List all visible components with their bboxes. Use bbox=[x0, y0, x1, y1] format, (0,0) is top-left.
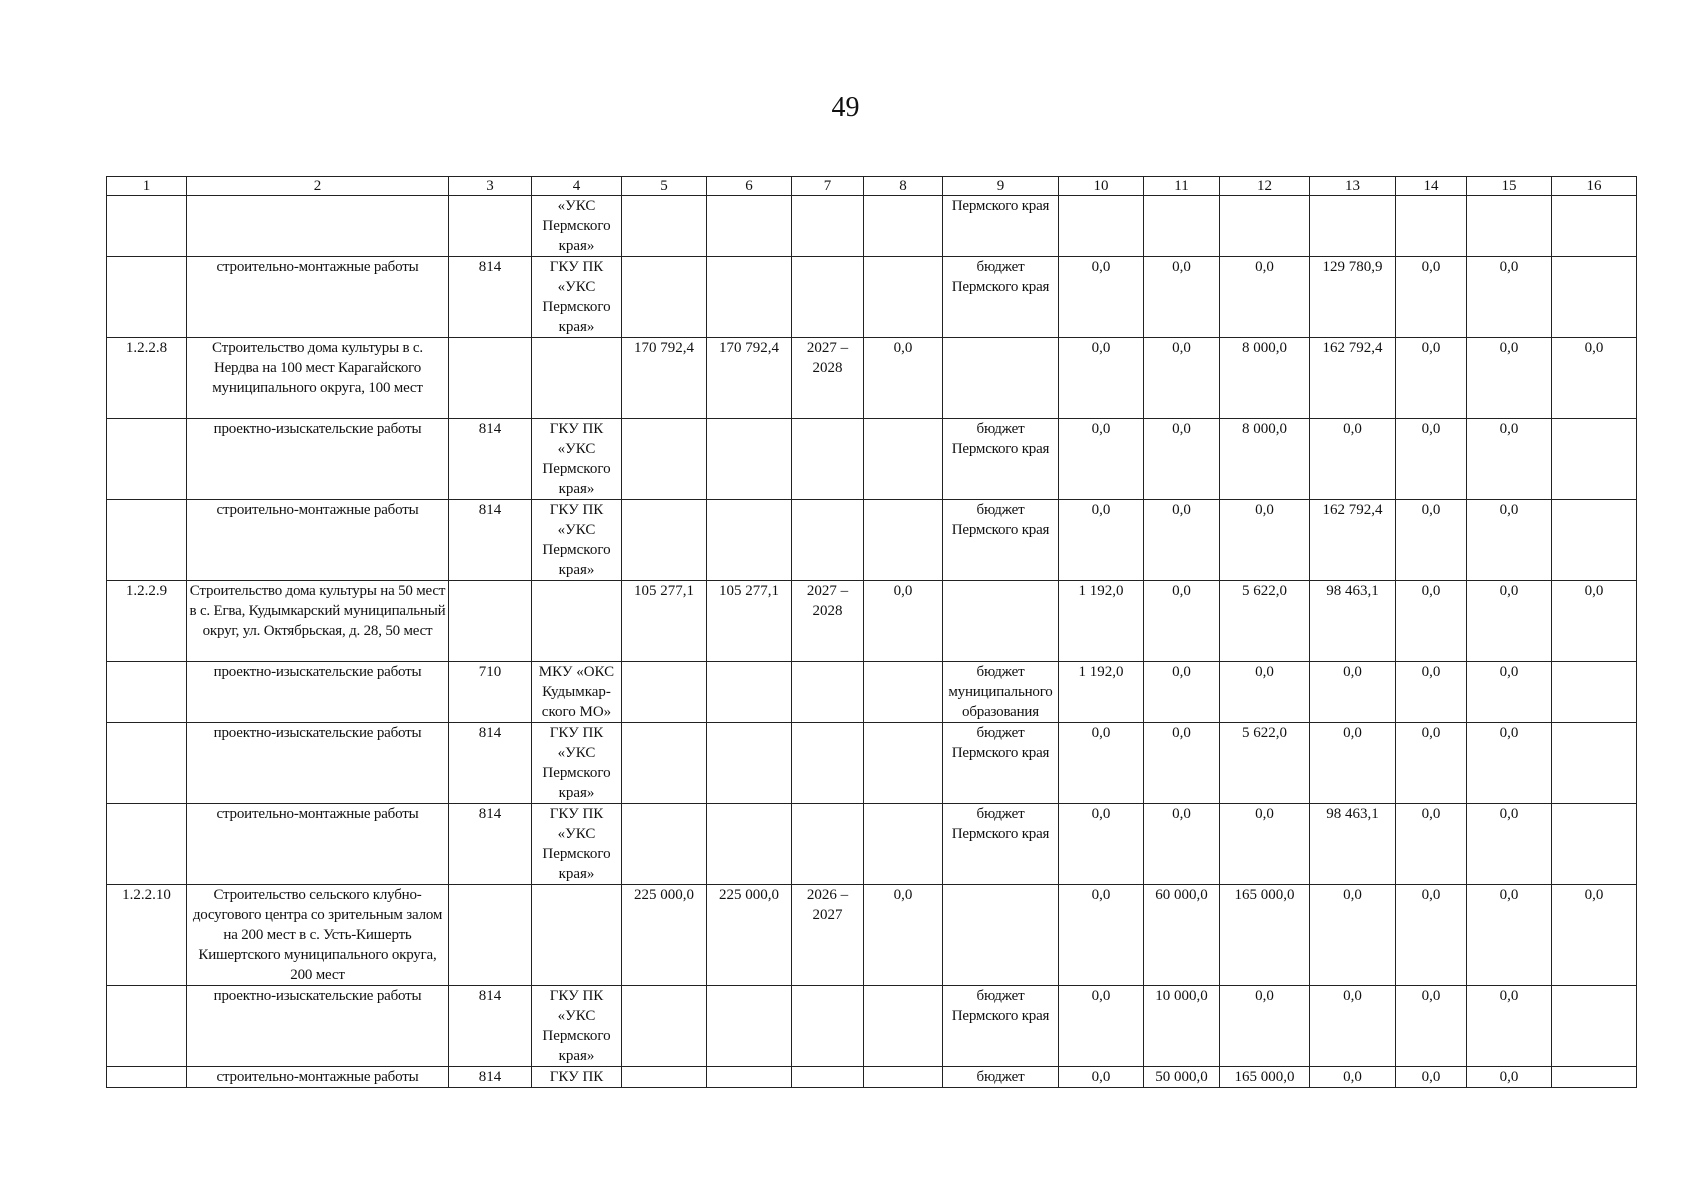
table-cell: Пермского края bbox=[943, 196, 1059, 257]
table-cell: 710 bbox=[449, 662, 532, 723]
table-cell: 0,0 bbox=[1144, 500, 1220, 581]
table-cell: строительно-монтажные работы bbox=[187, 1067, 449, 1088]
table-cell bbox=[1552, 1067, 1637, 1088]
table-cell: строительно-монтажные работы bbox=[187, 257, 449, 338]
table-cell bbox=[622, 500, 707, 581]
table-cell bbox=[792, 1067, 864, 1088]
table-cell: 0,0 bbox=[1467, 804, 1552, 885]
table-cell: 814 bbox=[449, 257, 532, 338]
table-cell: 0,0 bbox=[864, 338, 943, 419]
table-cell: бюджет Пермского края bbox=[943, 804, 1059, 885]
table-row bbox=[107, 662, 1637, 723]
table-cell bbox=[449, 196, 532, 257]
table-cell: 0,0 bbox=[1144, 581, 1220, 662]
table-cell: 105 277,1 bbox=[707, 581, 792, 662]
table-cell: 5 622,0 bbox=[1220, 581, 1310, 662]
table-cell: 0,0 bbox=[1396, 581, 1467, 662]
table-cell: бюджет Пермского края bbox=[943, 257, 1059, 338]
table-cell bbox=[943, 581, 1059, 662]
table-cell: 0,0 bbox=[1059, 338, 1144, 419]
table-cell: 0,0 bbox=[1467, 723, 1552, 804]
table-cell: 0,0 bbox=[1467, 986, 1552, 1067]
table-cell: 0,0 bbox=[1467, 1067, 1552, 1088]
table-cell: 814 bbox=[449, 1067, 532, 1088]
column-number-cell: 6 bbox=[707, 177, 792, 196]
table-cell: Строительство дома культуры в с. Нердва на 100 мест Карагайского муниципального округа, 100 мест bbox=[187, 338, 449, 419]
table-cell bbox=[107, 1067, 187, 1088]
table-cell: 0,0 bbox=[1310, 885, 1396, 986]
table-cell: 0,0 bbox=[1059, 885, 1144, 986]
table-cell bbox=[1552, 196, 1637, 257]
table-cell: 0,0 bbox=[1467, 257, 1552, 338]
table-cell: 0,0 bbox=[1144, 723, 1220, 804]
table-row bbox=[107, 885, 1637, 986]
table-cell: проектно-изыскательские работы bbox=[187, 986, 449, 1067]
table-cell: 0,0 bbox=[1552, 581, 1637, 662]
table-cell: бюджет bbox=[943, 1067, 1059, 1088]
table-cell: 225 000,0 bbox=[622, 885, 707, 986]
table-row bbox=[107, 419, 1637, 500]
table-cell: ГКУ ПК «УКС Пермского края» bbox=[532, 804, 622, 885]
table-cell bbox=[792, 986, 864, 1067]
table-cell bbox=[1552, 419, 1637, 500]
table-cell: бюджет Пермского края bbox=[943, 500, 1059, 581]
table-cell: «УКС Пермского края» bbox=[532, 196, 622, 257]
table-cell: 8 000,0 bbox=[1220, 419, 1310, 500]
column-number-cell: 16 bbox=[1552, 177, 1637, 196]
table-cell bbox=[449, 581, 532, 662]
table-row bbox=[107, 196, 1637, 257]
table-cell bbox=[707, 500, 792, 581]
table-cell bbox=[622, 804, 707, 885]
table-cell: 5 622,0 bbox=[1220, 723, 1310, 804]
table-cell bbox=[864, 1067, 943, 1088]
table-cell: строительно-монтажные работы bbox=[187, 804, 449, 885]
column-number-cell: 2 bbox=[187, 177, 449, 196]
column-number-cell: 15 bbox=[1467, 177, 1552, 196]
table-cell bbox=[107, 723, 187, 804]
table-cell: 0,0 bbox=[1467, 885, 1552, 986]
table-cell: 1.2.2.10 bbox=[107, 885, 187, 986]
table-cell: 0,0 bbox=[1310, 986, 1396, 1067]
table-cell: 105 277,1 bbox=[622, 581, 707, 662]
table-cell bbox=[864, 986, 943, 1067]
table-cell: 0,0 bbox=[1467, 419, 1552, 500]
table-cell: 50 000,0 bbox=[1144, 1067, 1220, 1088]
column-number-cell: 5 bbox=[622, 177, 707, 196]
table-cell bbox=[792, 196, 864, 257]
table-cell bbox=[107, 500, 187, 581]
table-row bbox=[107, 500, 1637, 581]
table-cell: бюджет муниципального образования bbox=[943, 662, 1059, 723]
table-cell bbox=[864, 500, 943, 581]
table-cell bbox=[707, 723, 792, 804]
table-cell bbox=[792, 500, 864, 581]
table-cell bbox=[622, 662, 707, 723]
table-cell bbox=[107, 986, 187, 1067]
table-cell bbox=[622, 196, 707, 257]
column-number-cell: 11 bbox=[1144, 177, 1220, 196]
column-number-cell: 14 bbox=[1396, 177, 1467, 196]
table-row bbox=[107, 257, 1637, 338]
table-cell: ГКУ ПК «УКС Пермского края» bbox=[532, 257, 622, 338]
table-cell: 98 463,1 bbox=[1310, 804, 1396, 885]
table-cell bbox=[1220, 196, 1310, 257]
table-cell bbox=[622, 257, 707, 338]
table-row bbox=[107, 338, 1637, 419]
column-number-cell: 3 bbox=[449, 177, 532, 196]
table-cell bbox=[1552, 662, 1637, 723]
table-cell: 0,0 bbox=[1144, 662, 1220, 723]
table-cell bbox=[532, 338, 622, 419]
table-cell: 0,0 bbox=[1059, 257, 1144, 338]
table-cell bbox=[187, 196, 449, 257]
table-cell: 0,0 bbox=[1552, 338, 1637, 419]
table-cell: 0,0 bbox=[1144, 419, 1220, 500]
column-number-cell: 13 bbox=[1310, 177, 1396, 196]
table-cell bbox=[1396, 196, 1467, 257]
table-cell: 0,0 bbox=[864, 885, 943, 986]
table-cell: проектно-изыскательские работы bbox=[187, 419, 449, 500]
column-number-cell: 12 bbox=[1220, 177, 1310, 196]
table-cell bbox=[532, 581, 622, 662]
table-cell: ГКУ ПК «УКС Пермского края» bbox=[532, 500, 622, 581]
table-cell: проектно-изыскательские работы bbox=[187, 723, 449, 804]
table-cell: 129 780,9 bbox=[1310, 257, 1396, 338]
table-cell: 814 bbox=[449, 804, 532, 885]
table-cell: 162 792,4 bbox=[1310, 500, 1396, 581]
table-cell: 0,0 bbox=[1467, 662, 1552, 723]
table-cell bbox=[1059, 196, 1144, 257]
table-cell: 0,0 bbox=[1059, 723, 1144, 804]
table-cell: 0,0 bbox=[1467, 338, 1552, 419]
table-cell bbox=[449, 885, 532, 986]
table-cell: 170 792,4 bbox=[707, 338, 792, 419]
table-cell: 170 792,4 bbox=[622, 338, 707, 419]
page-number: 49 bbox=[831, 92, 860, 123]
table-cell: 165 000,0 bbox=[1220, 1067, 1310, 1088]
table-cell: 0,0 bbox=[1396, 986, 1467, 1067]
table-cell: 60 000,0 bbox=[1144, 885, 1220, 986]
table-cell: 0,0 bbox=[1396, 804, 1467, 885]
column-number-cell: 9 bbox=[943, 177, 1059, 196]
table-cell bbox=[864, 804, 943, 885]
table-cell bbox=[1552, 500, 1637, 581]
table-cell: 0,0 bbox=[1467, 500, 1552, 581]
table-row bbox=[107, 1067, 1637, 1088]
table-cell bbox=[1552, 804, 1637, 885]
table-cell bbox=[792, 723, 864, 804]
table-cell bbox=[707, 257, 792, 338]
table-cell bbox=[1552, 257, 1637, 338]
table-cell: 225 000,0 bbox=[707, 885, 792, 986]
table-cell: 2026 – 2027 bbox=[792, 885, 864, 986]
table-cell: 0,0 bbox=[1220, 662, 1310, 723]
column-number-row bbox=[107, 177, 1637, 196]
table-cell: 1.2.2.8 bbox=[107, 338, 187, 419]
table-cell: 0,0 bbox=[1552, 885, 1637, 986]
column-number-cell: 4 bbox=[532, 177, 622, 196]
table-cell: 814 bbox=[449, 986, 532, 1067]
table-cell: бюджет Пермского края bbox=[943, 419, 1059, 500]
table-cell: 0,0 bbox=[1310, 1067, 1396, 1088]
table-cell bbox=[622, 723, 707, 804]
budget-table bbox=[106, 176, 1637, 1088]
table-cell: 0,0 bbox=[1396, 338, 1467, 419]
table-cell: 0,0 bbox=[1059, 1067, 1144, 1088]
table-cell: 0,0 bbox=[1396, 419, 1467, 500]
table-cell bbox=[864, 662, 943, 723]
table-cell: 0,0 bbox=[1059, 500, 1144, 581]
column-number-cell: 8 bbox=[864, 177, 943, 196]
table-cell: 0,0 bbox=[1396, 662, 1467, 723]
table-cell bbox=[107, 196, 187, 257]
table-cell: 98 463,1 bbox=[1310, 581, 1396, 662]
table-cell bbox=[707, 196, 792, 257]
table-cell: ГКУ ПК «УКС Пермского края» bbox=[532, 986, 622, 1067]
table-cell: 165 000,0 bbox=[1220, 885, 1310, 986]
table-cell: 8 000,0 bbox=[1220, 338, 1310, 419]
column-number-cell: 7 bbox=[792, 177, 864, 196]
table-cell: строительно-монтажные работы bbox=[187, 500, 449, 581]
table-cell bbox=[864, 257, 943, 338]
table-cell bbox=[1467, 196, 1552, 257]
table-cell: 0,0 bbox=[1059, 419, 1144, 500]
table-cell: ГКУ ПК bbox=[532, 1067, 622, 1088]
table-cell bbox=[532, 885, 622, 986]
table-cell: 0,0 bbox=[1059, 804, 1144, 885]
table-cell bbox=[864, 723, 943, 804]
table-cell: 0,0 bbox=[1396, 723, 1467, 804]
table-cell bbox=[792, 257, 864, 338]
table-cell: 0,0 bbox=[1396, 885, 1467, 986]
table-cell: 1 192,0 bbox=[1059, 581, 1144, 662]
table-cell: 2027 – 2028 bbox=[792, 581, 864, 662]
table-cell: бюджет Пермского края bbox=[943, 723, 1059, 804]
table-cell bbox=[792, 804, 864, 885]
table-cell bbox=[943, 885, 1059, 986]
table-cell: 0,0 bbox=[1144, 804, 1220, 885]
table-cell: МКУ «ОКС Кудымкар-ского МО» bbox=[532, 662, 622, 723]
table-cell: 0,0 bbox=[1144, 257, 1220, 338]
table-cell: 0,0 bbox=[1396, 500, 1467, 581]
table-cell: 814 bbox=[449, 723, 532, 804]
table-row bbox=[107, 986, 1637, 1067]
table-cell bbox=[792, 662, 864, 723]
table-cell: 2027 – 2028 bbox=[792, 338, 864, 419]
table-cell: 0,0 bbox=[1396, 1067, 1467, 1088]
table-cell: 0,0 bbox=[1059, 986, 1144, 1067]
table-cell bbox=[622, 986, 707, 1067]
table-cell: 0,0 bbox=[1310, 662, 1396, 723]
table-cell bbox=[107, 804, 187, 885]
table-cell: 0,0 bbox=[1396, 257, 1467, 338]
table-cell: 0,0 bbox=[1310, 419, 1396, 500]
table-cell bbox=[707, 804, 792, 885]
table-cell: 0,0 bbox=[864, 581, 943, 662]
table-cell: 1 192,0 bbox=[1059, 662, 1144, 723]
table-cell: бюджет Пермского края bbox=[943, 986, 1059, 1067]
table-cell bbox=[943, 338, 1059, 419]
table-cell bbox=[1310, 196, 1396, 257]
table-cell bbox=[449, 338, 532, 419]
table-cell bbox=[864, 196, 943, 257]
table-cell bbox=[707, 1067, 792, 1088]
table-cell bbox=[107, 419, 187, 500]
table-cell: проектно-изыскательские работы bbox=[187, 662, 449, 723]
table-cell bbox=[107, 662, 187, 723]
table-cell bbox=[707, 419, 792, 500]
table-cell bbox=[1552, 723, 1637, 804]
table-row bbox=[107, 804, 1637, 885]
table-cell: 0,0 bbox=[1220, 500, 1310, 581]
table-cell: 814 bbox=[449, 419, 532, 500]
table-cell: ГКУ ПК «УКС Пермского края» bbox=[532, 419, 622, 500]
table-cell: 814 bbox=[449, 500, 532, 581]
table-cell bbox=[707, 662, 792, 723]
table-cell bbox=[107, 257, 187, 338]
table-cell bbox=[622, 419, 707, 500]
table-cell bbox=[1552, 986, 1637, 1067]
table-row bbox=[107, 581, 1637, 662]
table-cell: ГКУ ПК «УКС Пермского края» bbox=[532, 723, 622, 804]
table-cell: 0,0 bbox=[1467, 581, 1552, 662]
table-cell bbox=[622, 1067, 707, 1088]
table-cell bbox=[792, 419, 864, 500]
table-cell: 0,0 bbox=[1220, 986, 1310, 1067]
table-row bbox=[107, 723, 1637, 804]
table-cell: 162 792,4 bbox=[1310, 338, 1396, 419]
table-cell bbox=[707, 986, 792, 1067]
table-body bbox=[107, 177, 1637, 1088]
table-cell: 0,0 bbox=[1220, 804, 1310, 885]
table-cell: 0,0 bbox=[1310, 723, 1396, 804]
table-cell bbox=[1144, 196, 1220, 257]
table-cell: Строительство сельского клубно-досугового центра со зрительным залом на 200 мест в с. Усть-Кишерть Кишертского муниципального округа, 200 мест bbox=[187, 885, 449, 986]
table-cell bbox=[864, 419, 943, 500]
table-cell: Строительство дома культуры на 50 мест в с. Егва, Кудымкарский муниципальный округ, ул. Октябрьская, д. 28, 50 мест bbox=[187, 581, 449, 662]
column-number-cell: 10 bbox=[1059, 177, 1144, 196]
table-cell: 0,0 bbox=[1220, 257, 1310, 338]
column-number-cell: 1 bbox=[107, 177, 187, 196]
table-cell: 1.2.2.9 bbox=[107, 581, 187, 662]
table-cell: 10 000,0 bbox=[1144, 986, 1220, 1067]
table-cell: 0,0 bbox=[1144, 338, 1220, 419]
